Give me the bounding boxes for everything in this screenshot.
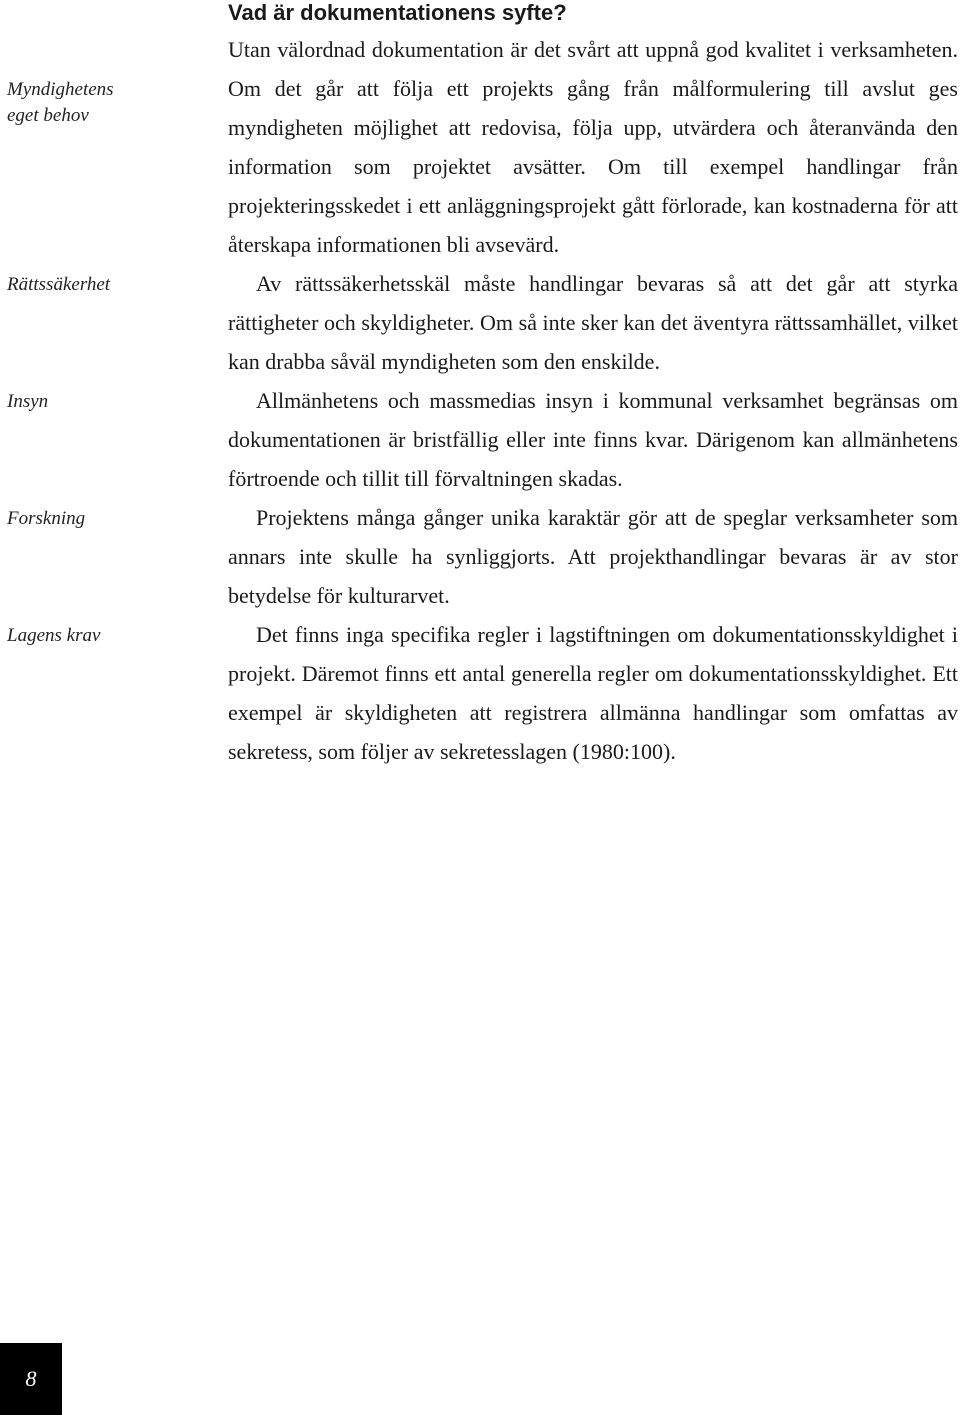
paragraph-lagens-krav: Det finns inga specifika regler i lagstiftningen om dokumentationsskyldighet i projekt. Däremot finns ett antal generella regler om dokumentationsskyldighet. Ett exempel är skyldigheten att registrera allmänna handlingar som omfattas av sekretess, som följer av sekretesslagen (1980:100). xyxy=(228,622,958,764)
paragraph-myndighetens-behov: Utan välordnad dokumentation är det svårt att uppnå god kvalitet i verksamheten. Om det går att följa ett projekts gång från målformulering till avslut ges myndigheten möjlighet att redovisa, följa upp, utvärdera och återanvända den information som projektet avsätter. Om till exempel handlingar från projekteringsskedet i ett anläggningsprojekt gått förlorade, kan kostnaderna för att återskapa informationen bli avsevärd. xyxy=(228,37,958,257)
margin-note-insyn: Insyn xyxy=(7,391,49,412)
page-number-box xyxy=(0,1343,62,1415)
margin-note-rattssakerhet: Rättssäkerhet xyxy=(7,274,111,295)
margin-note-myndighetens-eget-behov: Myndighetens eget behov xyxy=(7,79,114,126)
paragraph-forskning: Projektens många gånger unika karaktär gör att de speglar verksamheter som annars inte skulle ha synliggjorts. Att projekthandlingar bevaras är av stor betydelse för kulturarvet. xyxy=(228,505,958,608)
page-number: 8 xyxy=(25,1366,37,1391)
body-text xyxy=(228,30,958,771)
section-heading: Vad är dokumentationens syfte? xyxy=(228,0,567,25)
margin-note-lagens-krav: Lagens krav xyxy=(7,625,101,646)
paragraph-rattssakerhet: Av rättssäkerhetsskäl måste handlingar bevaras så att det går att styrka rättigheter och skyldigheter. Om så inte sker kan det äventyra rättssamhället, vilket kan drabba såväl myndigheten som den enskilde. xyxy=(228,271,958,374)
margin-note-forskning: Forskning xyxy=(7,508,86,529)
paragraph-insyn: Allmänhetens och massmedias insyn i kommunal verksamhet begränsas om dokumentationen är bristfällig eller inte finns kvar. Därigenom kan allmänhetens förtroende och tillit till förvaltningen skadas. xyxy=(228,388,958,491)
